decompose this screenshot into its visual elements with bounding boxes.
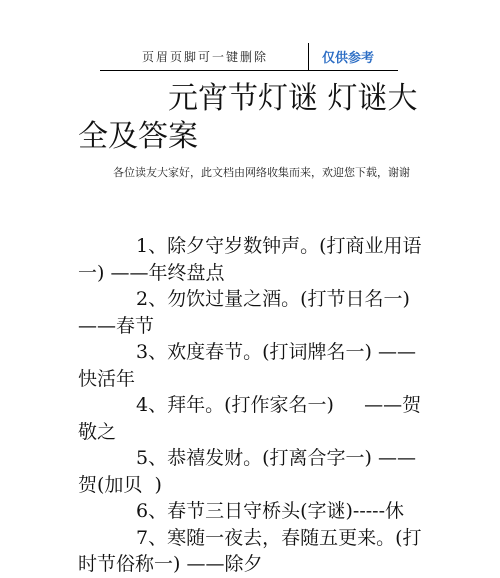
header-rule [100, 70, 398, 71]
riddle-item: 6、春节三日守桥头(字谜)-----休 [136, 500, 405, 522]
intro-paragraph: 各位读友大家好，此文档由网络收集而来，欢迎您下载，谢谢 [113, 166, 410, 179]
header-divider [308, 43, 309, 70]
page-header [100, 43, 398, 71]
riddle-item: 2、勿饮过量之酒。(打节日名一) ——春节 [78, 288, 416, 337]
riddle-item: 7、寒随一夜去，春随五更来。(打时节俗称一) ——除夕 [78, 526, 422, 575]
riddle-item: 4、拜年。(打作家名一) ——贺敬之 [78, 394, 422, 443]
riddle-list [78, 233, 428, 578]
header-reference-label: 仅供参考 [322, 51, 375, 66]
riddle-item: 1、除夕守岁数钟声。(打商业用语一) ——年终盘点 [78, 235, 422, 284]
riddle-item: 3、欢度春节。(打词牌名一) ——快活年 [78, 341, 416, 390]
riddle-item: 5、恭禧发财。(打离合字一) ——贺(加贝 ) [78, 447, 416, 496]
header-note: 页眉页脚可一键删除 [142, 50, 269, 64]
document-title: 元宵节灯谜 灯谜大全及答案 [78, 81, 418, 154]
